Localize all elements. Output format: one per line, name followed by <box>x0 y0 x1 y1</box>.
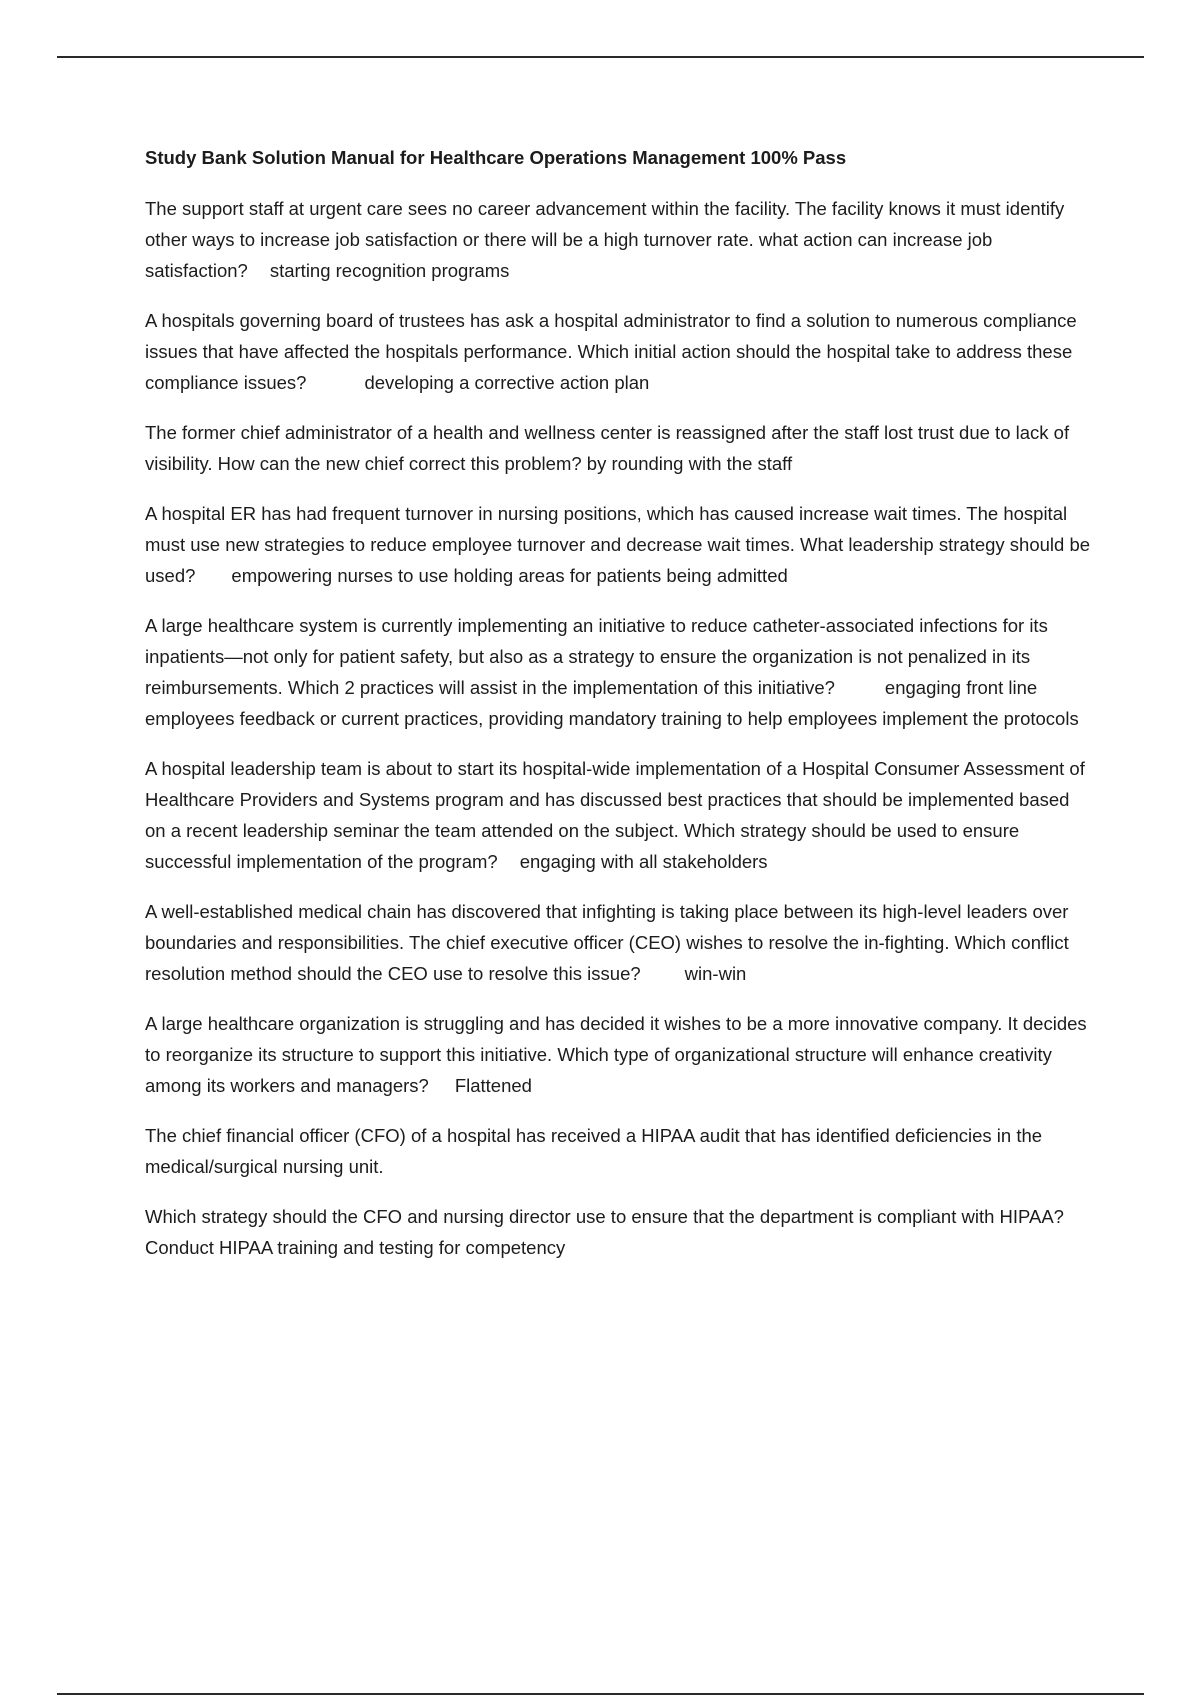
closing-paragraph: The chief financial officer (CFO) of a hospital has received a HIPAA audit that has identified deficiencies in the medical/surgical nursing unit. <box>145 1125 1043 1177</box>
question-text: The support staff at urgent care sees no career advancement within the facility. The facility knows it must identify other ways to increase job satisfaction or there will be a high turnover rate. what action can increase job satisfaction? <box>145 198 1065 281</box>
answer-text: Flattened <box>454 1075 532 1096</box>
top-rule <box>57 56 1144 58</box>
qa-item <box>145 498 1095 591</box>
question-text: A hospital ER has had frequent turnover in nursing positions, which has caused increase wait times. The hospital must use new strategies to reduce employee turnover and decrease wait times. What leadership strategy should be used? <box>145 503 1091 586</box>
qa-item <box>145 753 1095 877</box>
qa-item <box>145 193 1095 286</box>
question-text: A large healthcare organization is struggling and has decided it wishes to be a more innovative company. It decides to reorganize its structure to support this initiative. Which type of organizational structure will enhance creativity among its workers and managers? <box>145 1013 1087 1096</box>
answer-text: engaging with all stakeholders <box>519 851 768 872</box>
question-text: A hospital leadership team is about to start its hospital-wide implementation of a Hospital Consumer Assessment of Healthcare Providers and Systems program and has discussed best practices that should be implemented based on a recent leadership seminar the team attended on the subject. Which strategy should be used to ensure successful implementation of the program? <box>145 758 1085 872</box>
answer-text: empowering nurses to use holding areas for patients being admitted <box>231 565 788 586</box>
answer-text: engaging front line employees feedback or current practices, providing mandatory training to help employees implement the protocols <box>145 677 1079 729</box>
answer-text: by rounding with the staff <box>586 453 793 474</box>
bottom-rule <box>57 1693 1144 1695</box>
answer-text: starting recognition programs <box>269 260 510 281</box>
question-text: A hospitals governing board of trustees has ask a hospital administrator to find a solution to numerous compliance issues that have affected the hospitals performance. Which initial action should the hospital take to address these compliance issues? <box>145 310 1077 393</box>
question-text: A well-established medical chain has discovered that infighting is taking place between its high-level leaders over boundaries and responsibilities. The chief executive officer (CEO) wishes to resolve the in-fighting. Which conflict resolution method should the CEO use to resolve this issue? <box>145 901 1069 984</box>
document-title: Study Bank Solution Manual for Healthcare Operations Management 100% Pass <box>145 147 847 168</box>
question-text: A large healthcare system is currently implementing an initiative to reduce catheter-associated infections for its inpatients—not only for patient safety, but also as a strategy to ensure the organization is not penalized in its reimbursements. Which 2 practices will assist in the implementation of this initiative? <box>145 615 1048 698</box>
qa-item <box>145 305 1095 398</box>
question-text: The former chief administrator of a health and wellness center is reassigned after the staff lost trust due to lack of visibility. How can the new chief correct this problem? <box>145 422 1070 474</box>
answer-text: win-win <box>684 963 747 984</box>
qa-item <box>145 417 1095 479</box>
closing-paragraph: Which strategy should the CFO and nursing director use to ensure that the department is compliant with HIPAA? Conduct HIPAA training and testing for competency <box>145 1206 1064 1258</box>
document-body <box>145 143 1095 1282</box>
qa-item <box>145 896 1095 989</box>
qa-item <box>145 610 1095 734</box>
qa-item <box>145 1008 1095 1101</box>
answer-text: developing a corrective action plan <box>364 372 650 393</box>
